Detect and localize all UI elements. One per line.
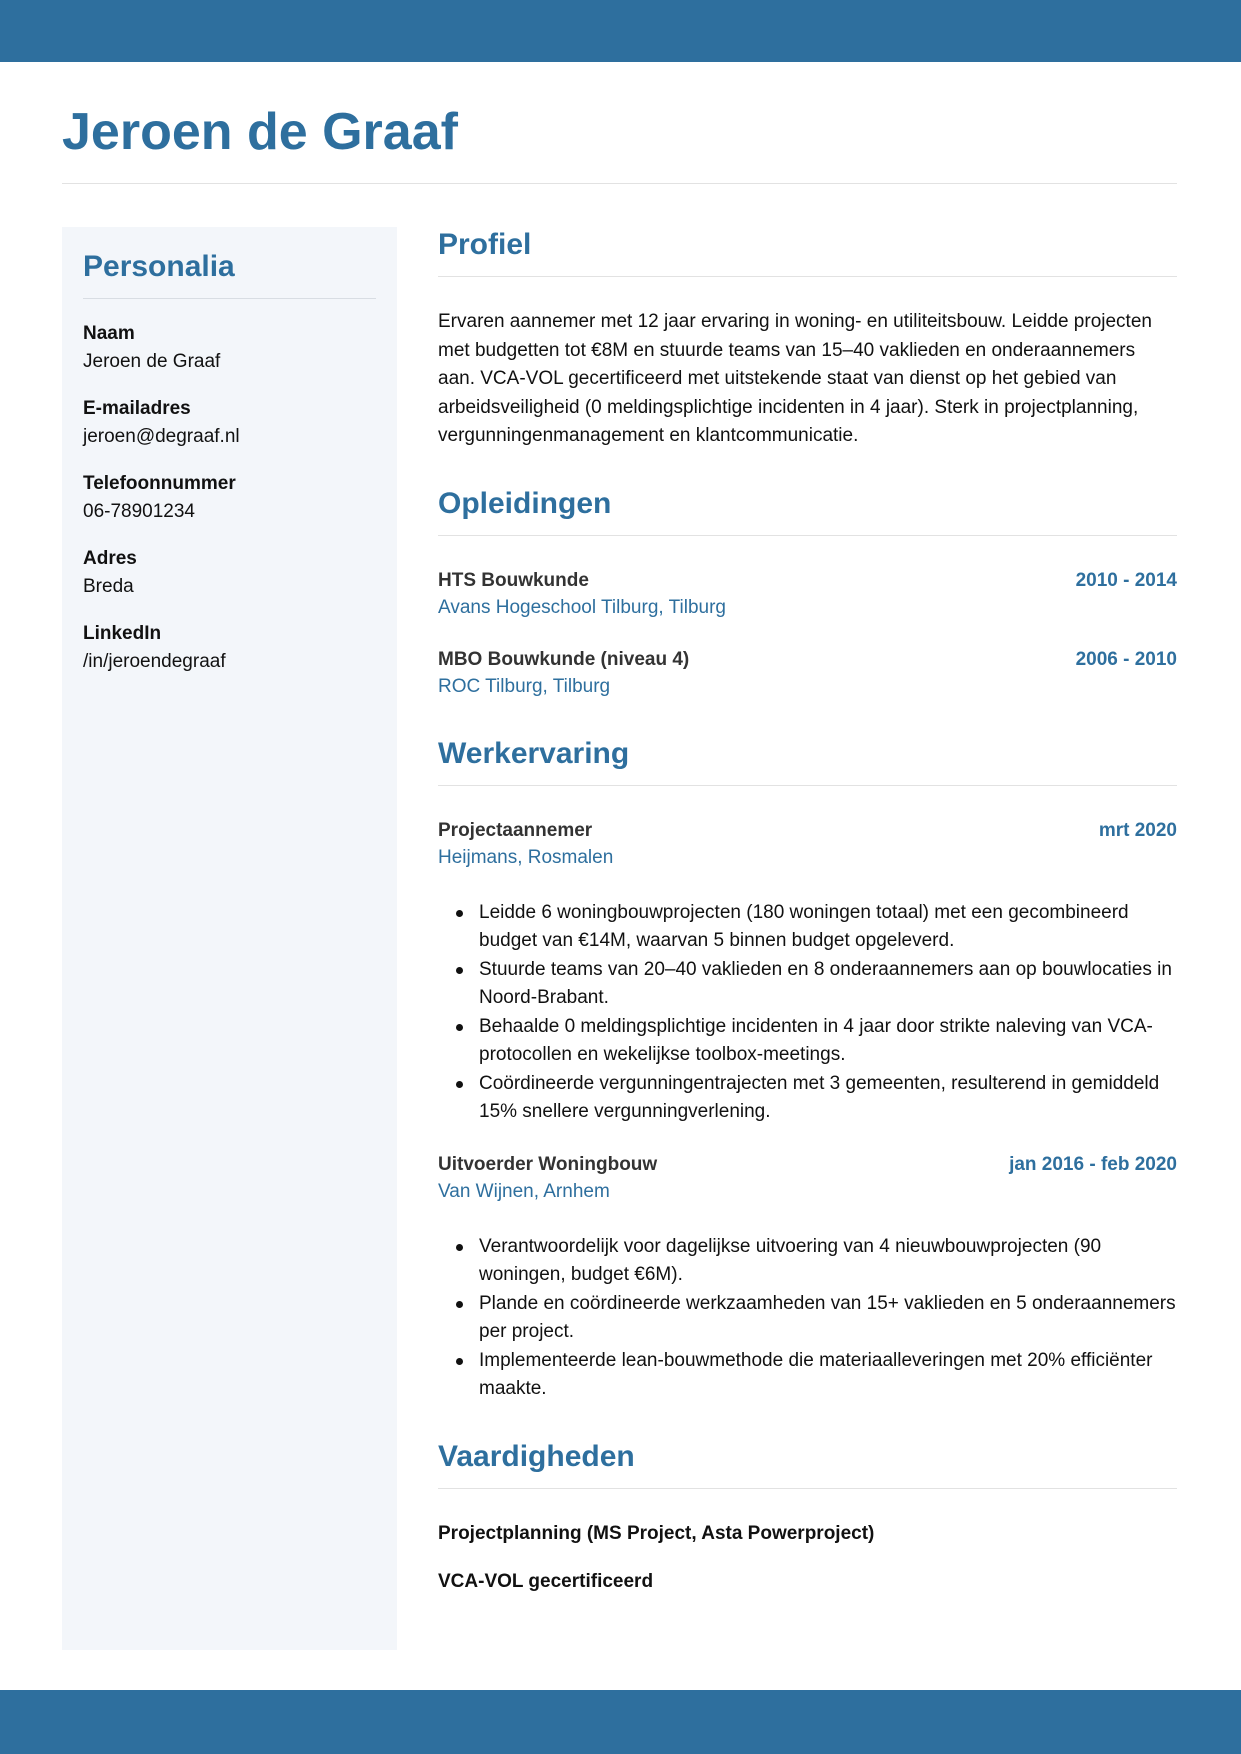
field-label: Adres — [83, 548, 137, 570]
experience-entry — [438, 1151, 1177, 1404]
page-title: Jeroen de Graaf — [62, 103, 458, 161]
list-item: Leidde 6 woningbouwprojecten (180 woningen totaal) met een gecombineerd budget van €14M, waarvan 5 binnen budget opgeleverd. — [479, 899, 1177, 956]
list-item: Implementeerde lean-bouwmethode die materiaalleveringen met 20% efficiënter maakte. — [479, 1347, 1177, 1404]
title-divider — [62, 183, 1177, 184]
skill-item: Projectplanning (MS Project, Asta Powerproject) — [438, 1522, 875, 1544]
list-item: Coördineerde vergunningentrajecten met 3 gemeenten, resulterend in gemiddeld 15% snellere vergunningverlening. — [479, 1070, 1177, 1127]
list-item: Stuurde teams van 20–40 vaklieden en 8 onderaannemers aan op bouwlocaties in Noord-Brabant. — [479, 956, 1177, 1013]
field-label: E-mailadres — [83, 398, 191, 420]
field-label: LinkedIn — [83, 623, 162, 645]
field-address — [83, 545, 376, 600]
top-bar — [0, 0, 1241, 62]
education-dates: 2006 - 2010 — [1075, 648, 1177, 670]
field-phone — [83, 470, 376, 525]
bottom-bar — [0, 1690, 1241, 1754]
section-title: Opleidingen — [438, 486, 1177, 536]
field-label: Naam — [83, 323, 135, 344]
experience-role: Projectaannemer — [438, 819, 593, 841]
field-value: /in/jeroendegraaf — [83, 650, 226, 672]
field-email — [83, 395, 376, 450]
experience-company: Van Wijnen, Arnhem — [438, 1181, 610, 1203]
education-degree: HTS Bouwkunde — [438, 569, 589, 591]
section-title: Vaardigheden — [438, 1439, 1177, 1489]
field-label: Telefoonnummer — [83, 473, 236, 495]
field-linkedin — [83, 620, 376, 675]
field-value: Breda — [83, 575, 134, 597]
list-item: Plande en coördineerde werkzaamheden van 15+ vaklieden en 5 onderaannemers per project. — [479, 1290, 1177, 1347]
experience-bullets — [438, 1233, 1177, 1404]
sidebar-title: Personalia — [83, 249, 376, 299]
experience-dates: jan 2016 - feb 2020 — [1009, 1153, 1177, 1175]
personal-info-sidebar — [62, 227, 397, 1650]
experience-entry — [438, 817, 1177, 1127]
skills-section — [438, 1439, 1177, 1596]
education-school: Avans Hogeschool Tilburg, Tilburg — [438, 597, 726, 619]
main-content — [438, 227, 1177, 1631]
section-title: Profiel — [438, 227, 1177, 277]
education-section — [438, 486, 1177, 701]
education-entry — [438, 646, 1177, 701]
education-entry — [438, 567, 1177, 622]
section-title: Werkervaring — [438, 736, 1177, 786]
experience-role: Uitvoerder Woningbouw — [438, 1153, 658, 1175]
list-item: Verantwoordelijk voor dagelijkse uitvoering van 4 nieuwbouwprojecten (90 woningen, budget €6M). — [479, 1233, 1177, 1290]
list-item: Behaalde 0 meldingsplichtige incidenten in 4 jaar door strikte naleving van VCA-protocollen en wekelijkse toolbox-meetings. — [479, 1013, 1177, 1070]
experience-bullets — [438, 899, 1177, 1127]
profile-section — [438, 227, 1177, 451]
education-school: ROC Tilburg, Tilburg — [438, 676, 611, 698]
field-value: Jeroen de Graaf — [83, 350, 221, 372]
field-name — [83, 320, 376, 375]
experience-company: Heijmans, Rosmalen — [438, 847, 614, 869]
field-value: jeroen@degraaf.nl — [83, 425, 240, 447]
field-value: 06-78901234 — [83, 500, 195, 522]
education-dates: 2010 - 2014 — [1075, 569, 1177, 591]
experience-dates: mrt 2020 — [1098, 819, 1177, 841]
profile-text: Ervaren aannemer met 12 jaar ervaring in woning- en utiliteitsbouw. Leidde projecten met budgetten tot €8M en stuurde teams van 15–40 vaklieden en onderaannemers aan. VCA-VOL gecertificeerd met uitstekende staat van dienst op het gebied van arbeidsveiligheid (0 meldingsplichtige incidenten in 4 jaar). Sterk in projectplanning, vergunningenmanagement en klantcommunicatie. — [438, 311, 1152, 446]
skill-item: VCA-VOL gecertificeerd — [438, 1571, 654, 1593]
education-degree: MBO Bouwkunde (niveau 4) — [438, 648, 690, 670]
experience-section — [438, 736, 1177, 1404]
